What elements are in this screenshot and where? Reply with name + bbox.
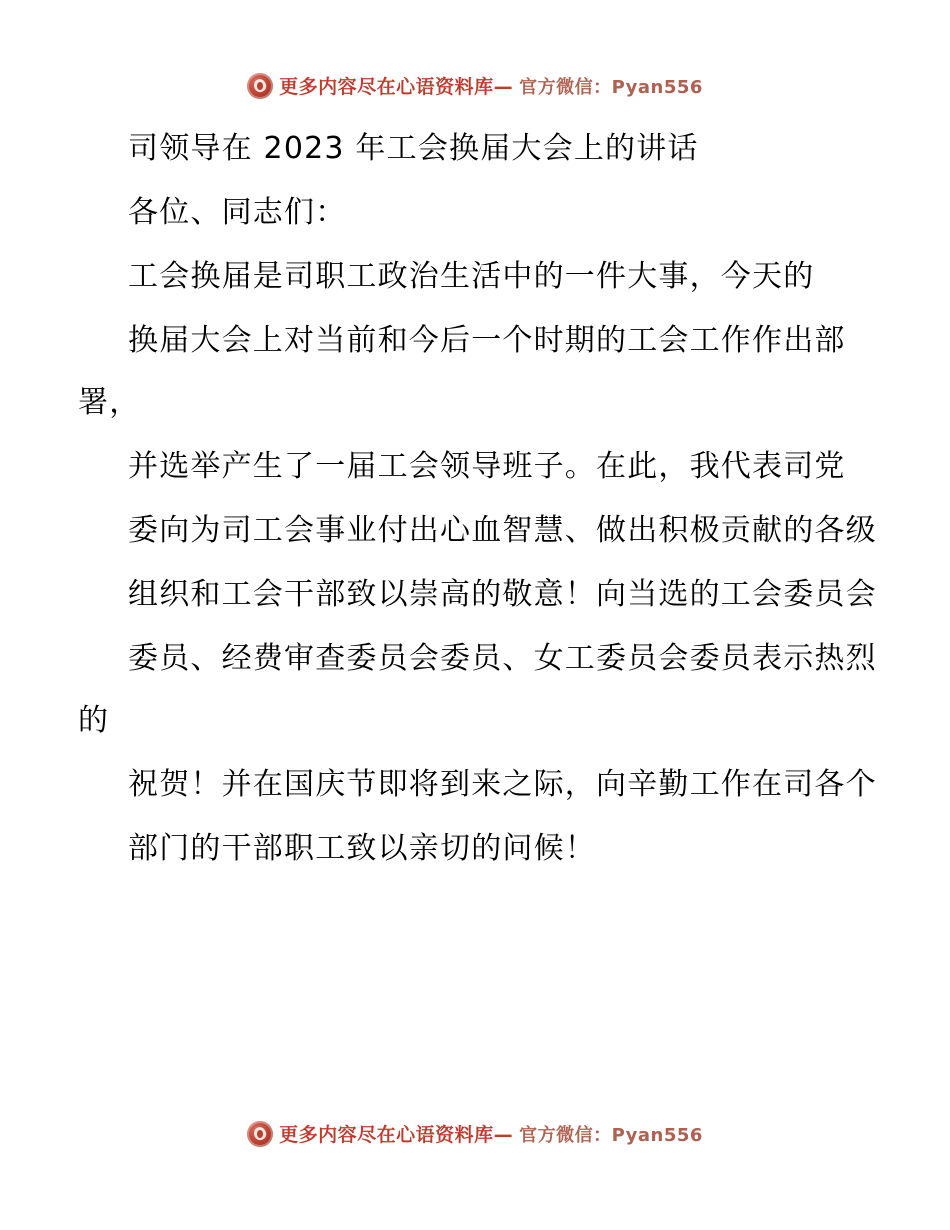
paragraph: 祝贺！并在国庆节即将到来之际，向辛勤工作在司各个: [128, 767, 877, 802]
circle-leaf-logo-icon: [247, 1121, 273, 1147]
watermark-sub-text: 官方微信：Pyan556: [519, 1124, 703, 1146]
paragraph: 司领导在 2023 年工会换届大会上的讲话: [128, 131, 699, 166]
watermark-bottom: [0, 1120, 950, 1147]
circle-leaf-logo-icon: [247, 73, 273, 99]
watermark-main-text: 更多内容尽在心语资料库—: [279, 1124, 514, 1146]
paragraph: 换届大会上对当前和今后一个时期的工会工作作出部署，: [78, 323, 846, 420]
watermark-sub-text: 官方微信：Pyan556: [519, 76, 703, 98]
document-text-body: [78, 118, 878, 882]
paragraph: 组织和工会干部致以崇高的敬意！向当选的工会委员会: [128, 577, 877, 612]
paragraph: 委向为司工会事业付出心血智慧、做出积极贡献的各级: [128, 513, 877, 548]
paragraph: 各位、同志们：: [128, 195, 347, 230]
paragraph: 委员、经费审查委员会委员、女工委员会委员表示热烈的: [78, 641, 877, 738]
paragraph: 工会换届是司职工政治生活中的一件大事，今天的: [128, 259, 815, 294]
watermark-main-text: 更多内容尽在心语资料库—: [279, 76, 514, 98]
paragraph: 部门的干部职工致以亲切的问候！: [128, 831, 596, 866]
watermark-top: [0, 72, 950, 99]
paragraph: 并选举产生了一届工会领导班子。在此，我代表司党: [128, 449, 846, 484]
